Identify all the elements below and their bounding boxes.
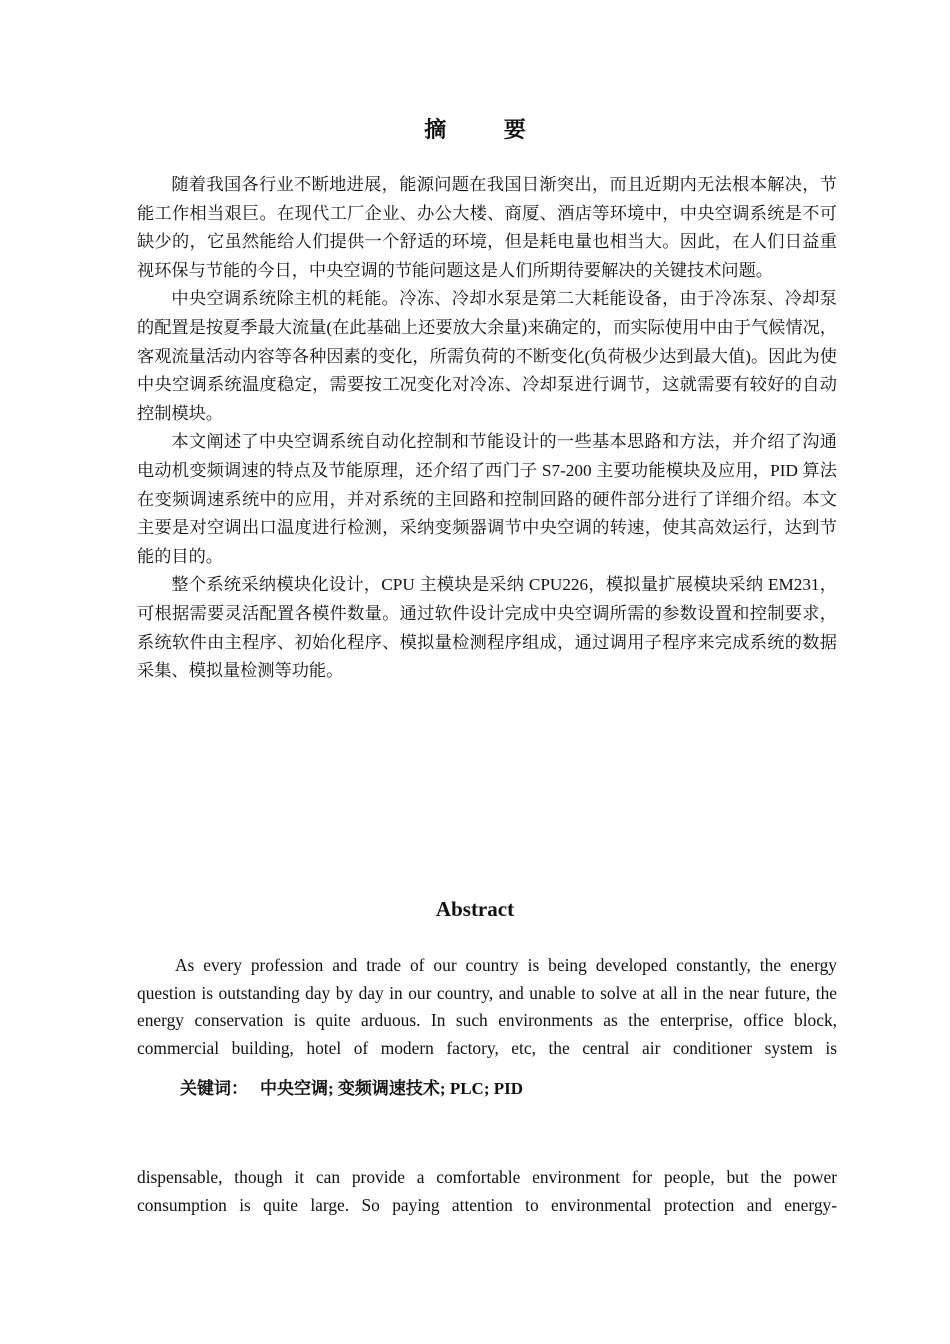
chinese-paragraph-1: 随着我国各行业不断地进展，能源问题在我国日渐突出，而且近期内无法根本解决，节能工作相当艰巨。在现代工厂企业、办公大楼、商厦、酒店等环境中，中央空调系统是不可缺少的，它虽然能给人们提供一个舒适的环境，但是耗电量也相当大。因此，在人们日益重视环保与节能的今日，中央空调的节能问题这是人们所期待要解决的关键技术问题。 — [137, 175, 837, 280]
keywords-line — [180, 1074, 523, 1099]
chinese-paragraph-4: 整个系统采纳模块化设计，CPU 主模块是采纳 CPU226，模拟量扩展模块采纳 EM231，可根据需要灵活配置各模件数量。通过软件设计完成中央空调所需的参数设置和控制要求，系统软件由主程序、初始化程序、模拟量检测程序组成，通过调用子程序来完成系统的数据采集、模拟量检测等功能。 — [137, 575, 837, 681]
keywords-value: 中央空调; 变频调速技术; PLC; PID — [260, 1079, 524, 1098]
chinese-abstract-body — [137, 171, 837, 686]
chinese-abstract-title: 摘 要 — [424, 117, 552, 142]
keywords-label: 关键词： — [180, 1079, 248, 1098]
chinese-paragraph-2: 中央空调系统除主机的耗能。冷冻、冷却水泵是第二大耗能设备，由于冷冻泵、冷却泵的配置是按夏季最大流量(在此基础上还要放大余量)来确定的，而实际使用中由于气候情况，客观流量活动内容等各种因素的变化，所需负荷的不断变化(负荷极少达到最大值)。因此为使中央空调系统温度稳定，需要按工况变化对冷冻、冷却泵进行调节，这就需要有较好的自动控制模块。 — [137, 289, 837, 423]
english-abstract-body — [137, 952, 837, 1062]
english-paragraph-1: As every profession and trade of our country is being developed constantly, the energy question is outstanding day by day in our country, and unable to solve at all in the near future, the energy conservation is quite arduous. In such environments as the enterprise, office block, commercial building, hotel of modern factory, etc, the central air conditioner system is — [137, 955, 837, 1058]
chinese-paragraph-3: 本文阐述了中央空调系统自动化控制和节能设计的一些基本思路和方法，并介绍了沟通电动机变频调速的特点及节能原理，还介绍了西门子 S7-200 主要功能模块及应用，PID 算法在变频调速系统中的应用，并对系统的主回路和控制回路的硬件部分进行了详细介绍。本文主要是对空调出口温度进行检测，采纳变频器调节中央空调的转速，使其高效运行，达到节能的目的。 — [137, 432, 837, 566]
english-abstract-continued — [137, 1164, 837, 1219]
english-paragraph-continued: dispensable, though it can provide a comfortable environment for people, but the power consumption is quite large. So paying attention to environmental protection and energy- — [137, 1167, 837, 1215]
english-abstract-title: Abstract — [435, 897, 515, 921]
